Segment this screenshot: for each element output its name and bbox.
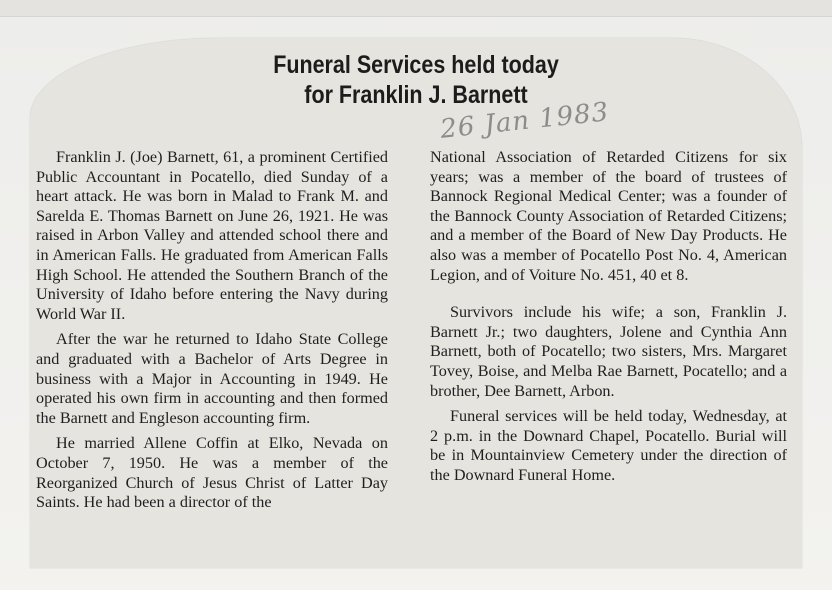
paragraph-career: After the war he returned to Idaho State College and graduated with a Bachelor of Arts Degree in business with a Major in Accounting in 1949. He operated his own firm in accounting and then formed the Barnett and Engleson accounting firm. — [36, 330, 388, 427]
article-headline — [84, 50, 748, 110]
newspaper-clipping — [30, 38, 802, 568]
headline-line-2: for Franklin J. Barnett — [304, 81, 528, 109]
paragraph-marriage: He married Allene Coffin at Elko, Nevada on October 7, 1950. He was a member of the Reorganized Church of Jesus Christ of Latter Day Saints. He had been a director of the — [36, 434, 388, 512]
headline-line-1: Funeral Services held today — [273, 51, 559, 79]
left-column — [36, 148, 388, 519]
handwritten-date: 26 Jan 1983 — [438, 97, 611, 145]
paragraph-biography: Franklin J. (Joe) Barnett, 61, a prominent Certified Public Accountant in Pocatello, died Sunday of a heart attack. He was born in Malad to Frank M. and Sarelda E. Thomas Barnett on June 26, 1921. He was raised in Arbon Valley and attended school there and in American Falls. He graduated from American Falls High School. He attended the Southern Branch of the University of Idaho before entering the Navy during World War II. — [36, 148, 388, 323]
scanner-top-edge — [0, 0, 832, 17]
right-column — [430, 148, 787, 492]
paragraph-services: Funeral services will be held today, Wednesday, at 2 p.m. in the Downard Chapel, Pocatello. Burial will be in Mountainview Cemetery under the direction of the Downard Funeral Home. — [430, 407, 787, 484]
paragraph-memberships: National Association of Retarded Citizens for six years; was a member of the board of trustees of Bannock Regional Medical Center; was a founder of the Bannock County Association of Retarded Citizens; and a member of the Board of New Day Products. He also was a member of Pocatello Post No. 4, American Legion, and of Voiture No. 451, 40 et 8. — [430, 148, 787, 284]
paragraph-survivors: Survivors include his wife; a son, Franklin J. Barnett Jr.; two daughters, Jolene and Cynthia Ann Barnett, both of Pocatello; two sisters, Mrs. Margaret Tovey, Boise, and Melba Rae Barnett, Pocatello; and a brother, Dee Barnett, Arbon. — [430, 303, 787, 400]
